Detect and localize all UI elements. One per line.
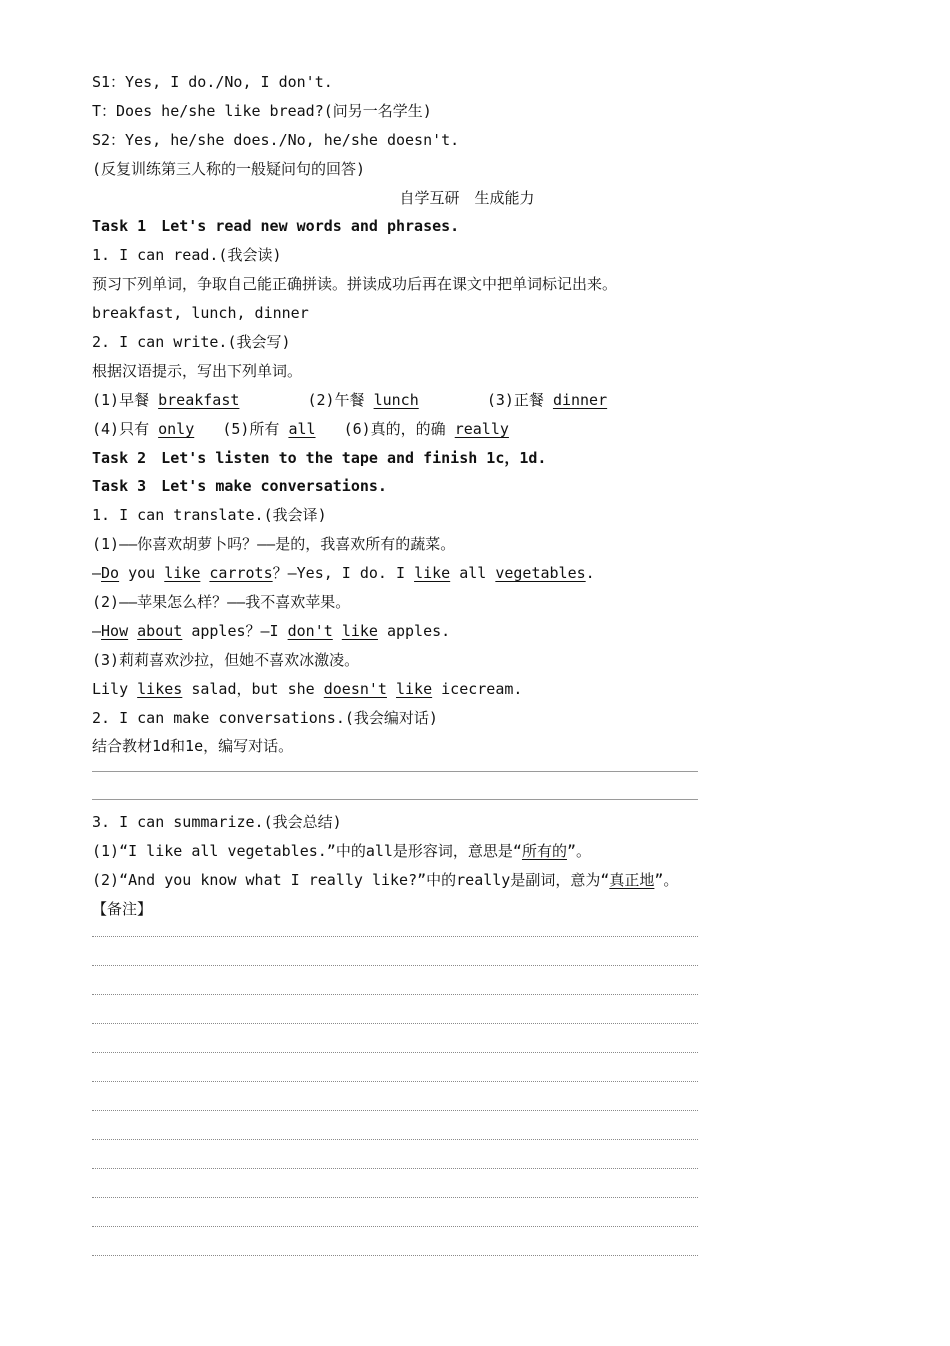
answer-blank: like: [164, 564, 201, 583]
task3-title: Task 3 Let's make conversations.: [92, 477, 387, 496]
vocab-answer: only: [158, 419, 195, 438]
answer-blank: How: [101, 621, 129, 640]
note-line: [92, 1110, 698, 1111]
vocab-row-1: [92, 386, 702, 415]
dash: —: [92, 621, 102, 640]
vocab-prompt: (4)只有: [92, 419, 150, 438]
note-line: [92, 1023, 698, 1024]
summary-2: [92, 866, 702, 895]
answer-blank: vegetables: [495, 564, 586, 583]
vocab-row-2: [92, 415, 702, 444]
note-line: [92, 1255, 698, 1256]
vocab-prompt: (5)所有: [222, 419, 280, 438]
read-words: breakfast, lunch, dinner: [92, 304, 309, 323]
vocab-prompt: (2)午餐: [307, 390, 365, 409]
translate-q2-en: [92, 617, 702, 646]
worksheet-content: [92, 68, 702, 1284]
vocab-prompt: (3)正餐: [486, 390, 544, 409]
text-fragment: salad，but she: [182, 679, 324, 698]
dialogue-s2: S2：Yes, he/she does./No, he/she doesn't.: [92, 130, 460, 149]
note-line: [92, 965, 698, 966]
translate-title: 1. I can translate.(我会译): [92, 506, 327, 525]
answer-blank: doesn't: [323, 679, 387, 698]
text-fragment: all: [450, 564, 496, 583]
answer-blank: about: [137, 621, 183, 640]
dialogue-note: (反复训练第三人称的一般疑问句的回答): [92, 159, 366, 178]
notes-area[interactable]: [92, 924, 702, 1256]
answer-blank: Do: [101, 564, 120, 583]
text-fragment: ”。: [654, 871, 679, 890]
translate-q3-en: [92, 675, 702, 704]
vocab-answer: really: [454, 419, 509, 438]
answer-blank: don't: [287, 621, 333, 640]
text-fragment: apples？—I: [182, 621, 288, 640]
answer-blank: like: [341, 621, 378, 640]
note-line: [92, 1052, 698, 1053]
text-fragment: [128, 622, 137, 640]
vocab-answer: dinner: [552, 390, 608, 409]
translate-q2-cn: (2)——苹果怎么样？——我不喜欢苹果。: [92, 593, 351, 612]
writing-line: [92, 799, 698, 800]
answer-blank: carrots: [209, 564, 273, 583]
text-fragment: you: [119, 564, 165, 583]
translate-q1-en: [92, 559, 702, 588]
vocab-answer: breakfast: [158, 390, 240, 409]
text-fragment: ？—Yes, I do. I: [272, 564, 415, 583]
vocab-answer: all: [288, 419, 316, 438]
text-fragment: Lily: [92, 679, 138, 698]
vocab-prompt: (6)真的，的确: [343, 419, 446, 438]
read-instruction: 预习下列单词，争取自己能正确拼读。拼读成功后再在课文中把单词标记出来。: [92, 275, 618, 294]
write-title: 2. I can write.(我会写): [92, 333, 291, 352]
write-instruction: 根据汉语提示，写出下列单词。: [92, 361, 303, 380]
summary-1: [92, 837, 702, 866]
task1-title: Task 1 Let's read new words and phrases.: [92, 217, 460, 236]
dialogue-teacher: T：Does he/she like bread?(问另一名学生): [92, 101, 432, 120]
text-fragment: [333, 622, 342, 640]
vocab-answer: lunch: [373, 390, 419, 409]
answer-blank: 真正地: [609, 871, 655, 890]
answer-blank: 所有的: [521, 842, 567, 861]
translate-q3-cn: (3)莉莉喜欢沙拉，但她不喜欢冰激凌。: [92, 650, 360, 669]
dialogue-s1: S1：Yes, I do./No, I don't.: [92, 73, 333, 91]
answer-blank: like: [396, 679, 433, 698]
conversation-writing-area[interactable]: [92, 761, 702, 800]
note-line: [92, 1139, 698, 1140]
note-line: [92, 936, 698, 937]
conversation-title: 2. I can make conversations.(我会编对话): [92, 708, 438, 727]
note-line: [92, 1226, 698, 1227]
section-title: 自学互研 生成能力: [399, 188, 535, 207]
text-fragment: apples.: [377, 621, 451, 640]
text-fragment: (2)“And you know what I really like?”中的really是副词，意为“: [92, 871, 610, 890]
dash: —: [92, 564, 102, 583]
writing-line: [92, 771, 698, 772]
conversation-instruction: 结合教材1d和1e，编写对话。: [92, 737, 294, 756]
answer-blank: like: [414, 564, 451, 583]
notes-label: 【备注】: [92, 900, 153, 919]
text-fragment: icecream.: [432, 679, 523, 698]
text-fragment: [387, 680, 396, 698]
text-fragment: ”。: [566, 842, 592, 861]
answer-blank: likes: [137, 679, 183, 698]
task2-title: Task 2 Let's listen to the tape and finish 1c，1d.: [92, 448, 547, 467]
note-line: [92, 994, 698, 995]
vocab-prompt: (1)早餐: [92, 390, 150, 409]
translate-q1-cn: (1)——你喜欢胡萝卜吗？——是的，我喜欢所有的蔬菜。: [92, 535, 456, 554]
note-line: [92, 1081, 698, 1082]
text-fragment: .: [585, 564, 595, 583]
note-line: [92, 1168, 698, 1169]
note-line: [92, 1197, 698, 1198]
read-title: 1. I can read.(我会读): [92, 246, 282, 265]
text-fragment: (1)“I like all vegetables.”中的all是形容词，意思是“: [92, 842, 522, 861]
summarize-title: 3. I can summarize.(我会总结): [92, 813, 342, 832]
